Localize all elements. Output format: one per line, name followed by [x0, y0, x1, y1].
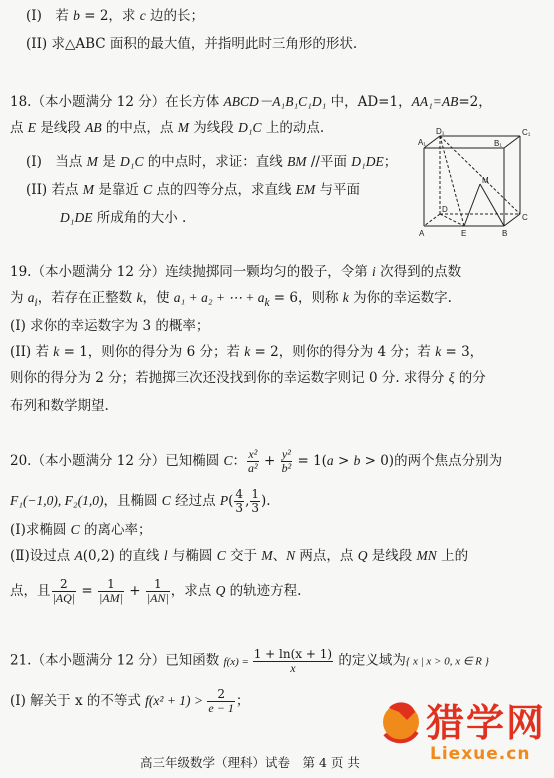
segment-em: [464, 184, 480, 226]
label-b1: B₁: [494, 139, 503, 148]
cuboid-figure: [418, 126, 544, 240]
label-c: C: [522, 213, 528, 222]
edge-da-hidden: [424, 214, 440, 226]
q19-part2-end: 布列和数学期望.: [10, 398, 109, 414]
logo-text-en: Liexue.cn: [430, 744, 531, 764]
q20-part1: (Ⅰ)求椭圆 C 的离心率；: [10, 522, 152, 538]
label-e: E: [461, 229, 467, 238]
fraction-y2-b2: $\frac{\text{y²}}{\text{b²}}$: [281, 447, 292, 475]
q19-stem-line2: 为 $a_i$，若存在正整数 k，使 a₁ + a₂ + ⋯ + $a_k = 6$，则称 k 为你的幸运数字.: [10, 290, 452, 309]
q20-part2-cont: 点，且 $\frac{2}{|AQ|}$ = $\frac{1}{|AM|}$ + $\frac{1}{|AN|}$ ，求点 Q 的轨迹方程.: [10, 577, 302, 605]
fraction-f-def: $\frac{1 + \ln(x + 1)}{x}$: [253, 647, 333, 675]
edge-d1a1: [424, 136, 440, 148]
q20-stem-line1: 20.（本小题满分 12 分）已知椭圆 C： $\frac{\text{x²}}{\text{a²}}$ + $\frac{\text{y²}}{\text{b²}}$ = 1(a > b > 0)的两个焦点分别为: [10, 447, 503, 475]
q20-part2: (Ⅱ)设过点 A(0,2) 的直线 l 与椭圆 C 交于 M、N 两点，点 Q 是线段 MN 上的: [10, 548, 469, 564]
q18-part2-cont: D₁DE 所成角的大小 .: [60, 210, 187, 226]
fraction-1-3: $\frac{1}{3}$: [251, 487, 259, 515]
fraction-2-e-1: $\frac{2}{e - 1}$: [208, 687, 234, 715]
q18-stem-line2: 点 E 是线段 AB 的中点，点 M 为线段 D₁C 上的动点.: [10, 120, 325, 136]
label-a: A: [419, 229, 425, 238]
segment-bm: [480, 184, 504, 226]
q18-stem-line1: 18.（本小题满分 12 分）在长方体 ABCD－A₁B₁C₁D₁ 中，AD=1，AA₁=AB=2，: [10, 94, 492, 110]
edge-c1b1: [504, 136, 520, 148]
q18-part2: (II) 若点 M 是靠近 C 点的四等分点，求直线 EM 与平面: [26, 182, 361, 198]
q17-part1: (I) 若 b = 2，求 c 边的长；: [26, 8, 204, 24]
q21-stem: 21.（本小题满分 12 分）已知函数 f(x) = $\frac{1 + \ln(x + 1)}{x}$ 的定义域为{ x | x > 0, x ∈ R }: [10, 647, 490, 675]
q19-part1: (I) 求你的幸运数字为 3 的概率；: [10, 318, 210, 334]
fraction-4-3: $\frac{4}{3}$: [235, 487, 244, 515]
label-d1: D₁: [436, 127, 445, 136]
fraction-1-am: $\frac{1}{|AM|}$: [99, 577, 123, 605]
edge-bc: [504, 214, 520, 226]
fraction-1-an: $\frac{1}{|AN|}$: [146, 577, 169, 605]
label-c1: C₁: [522, 128, 531, 137]
label-m: M: [482, 176, 489, 185]
segment-de: [440, 214, 464, 226]
fraction-x2-a2: $\frac{\text{x²}}{\text{a²}}$: [248, 447, 258, 475]
label-d: D: [442, 205, 448, 214]
q21-part1: (I) 解关于 x 的不等式 f(x² + 1) > $\frac{2}{e - 1}$ ；: [10, 687, 250, 715]
fraction-2-aq: $\frac{2}{|AQ|}$: [52, 577, 76, 605]
q18-part1: (I) 当点 M 是 D₁C 的中点时，求证：直线 BM //平面 D₁DE；: [26, 154, 398, 170]
q19-part2: (II) 若 k = 1，则你的得分为 6 分；若 k = 2，则你的得分为 4 分；若 k = 3，: [10, 344, 484, 360]
page-footer: 高三年级数学（理科）试卷 第 4 页 共: [140, 755, 360, 770]
logo-text-cn: 猎学网: [426, 701, 547, 745]
q19-part2-cont: 则你的得分为 2 分；若抛掷三次还没找到你的幸运数字则记 0 分. 求得分 ξ 的分: [10, 370, 486, 386]
q19-stem-line1: 19.（本小题满分 12 分）连续抛掷同一颗均匀的骰子，令第 i 次得到的点数: [10, 264, 462, 280]
q17-part2: (II) 求△ABC 面积的最大值，并指明此时三角形的形状.: [26, 36, 358, 52]
label-b: B: [502, 229, 508, 238]
q20-stem-line2: F₁(−1,0), F₂(1,0)，且椭圆 C 经过点 P( $\frac{4}{3}$ , $\frac{1}{3}$ ).: [10, 487, 271, 515]
label-a1: A₁: [418, 138, 427, 147]
